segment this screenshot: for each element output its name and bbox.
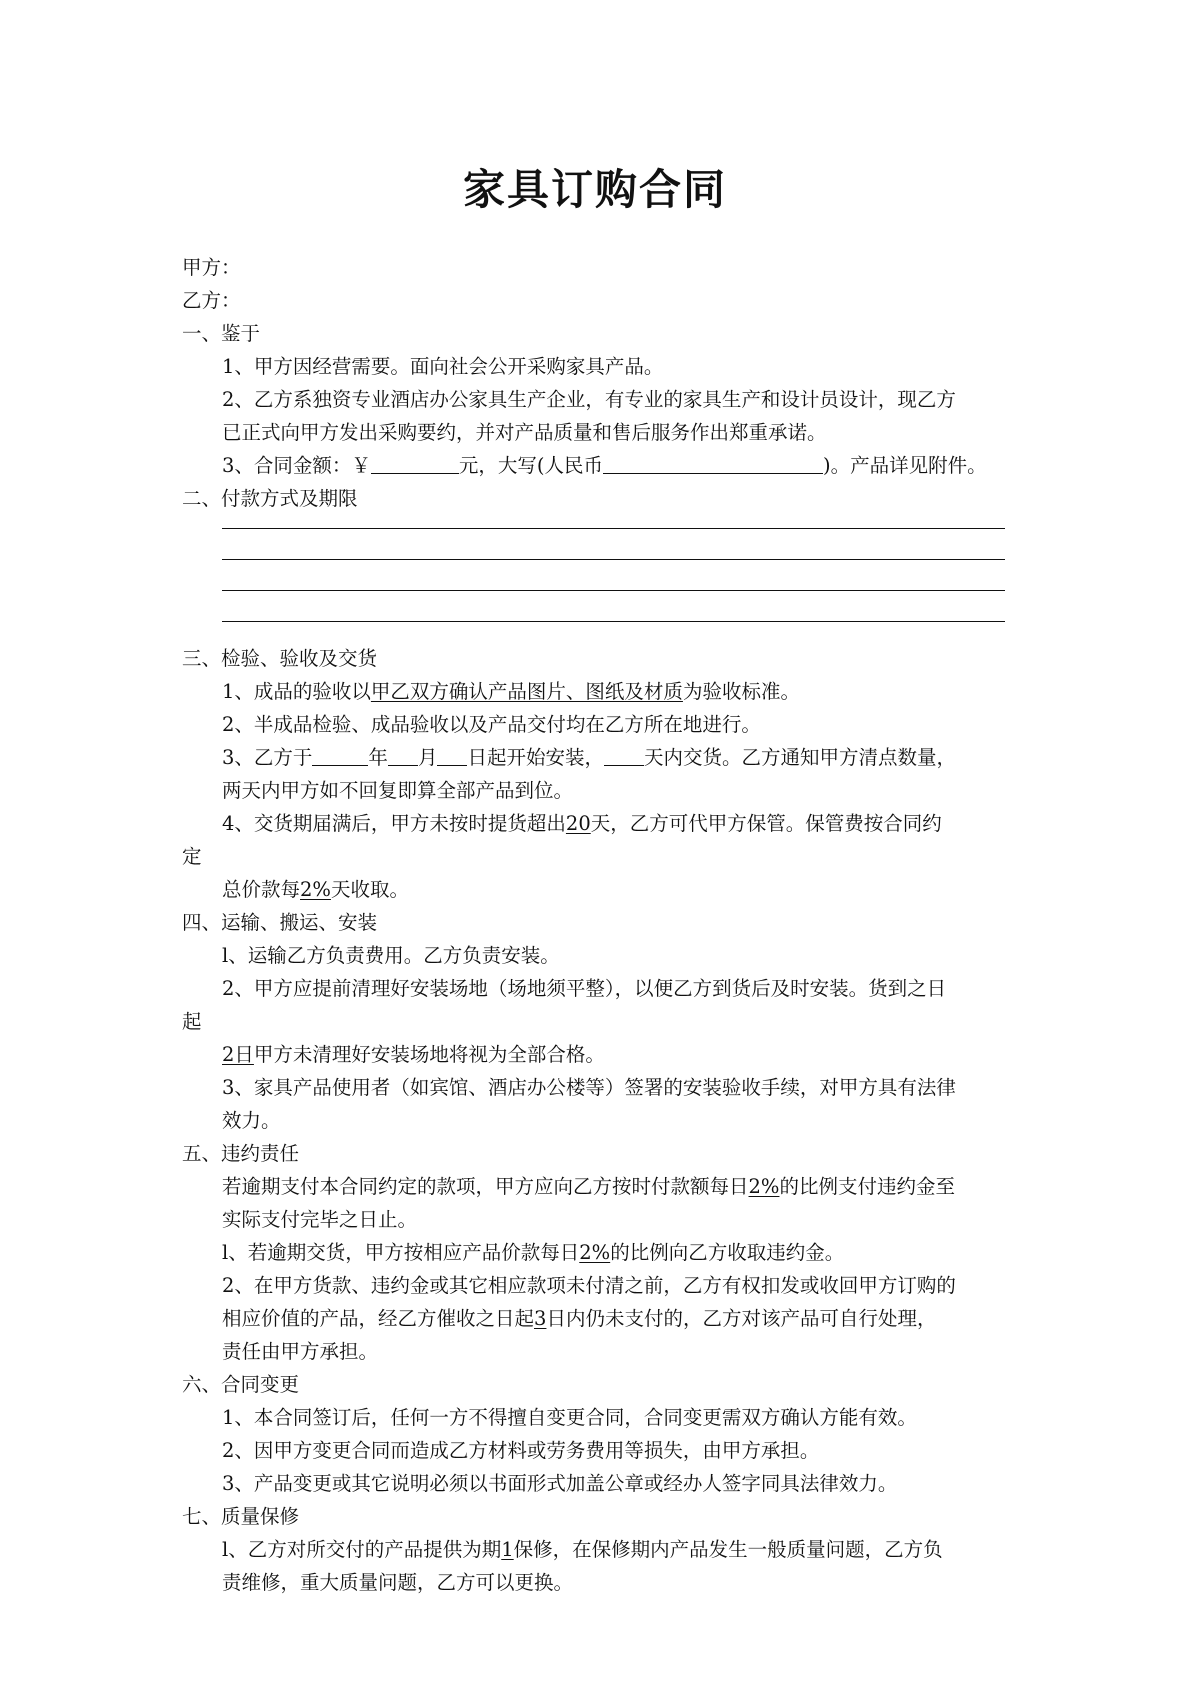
- day-label: 日起开始安装，: [467, 746, 604, 769]
- late-delivery-rate: 2%: [579, 1241, 611, 1264]
- storage-fee-rate: 2%: [300, 878, 331, 901]
- section-4-heading: 四、运输、搬运、安装: [182, 911, 378, 934]
- section-2-heading: 二、付款方式及期限: [182, 487, 358, 510]
- section-3-item-2: 2、半成品检验、成品验收以及产品交付均在乙方所在地进行。: [222, 713, 761, 736]
- inspection-text: 1、成品的验收以: [222, 680, 371, 703]
- section-5-intro-line-1: [222, 1171, 955, 1203]
- collection-text: 相应价值的产品，经乙方催收之日起: [222, 1307, 535, 1330]
- section-4-item-2-line-2: [222, 1039, 605, 1071]
- section-3-item-4-wrap: 定: [182, 845, 202, 868]
- section-5-item-2-line-1: 2、在甲方货款、违约金或其它相应款项未付清之前，乙方有权扣发或收回甲方订购的: [222, 1274, 956, 1297]
- section-3-item-3: [222, 742, 956, 774]
- month-blank[interactable]: [388, 745, 418, 766]
- storage-text: 4、交货期届满后，甲方未按时提货超出: [222, 812, 566, 835]
- section-6-item-3: 3、产品变更或其它说明必须以书面形式加盖公章或经办人签字同具法律效力。: [222, 1472, 898, 1495]
- penalty-rate: 2%: [748, 1175, 780, 1198]
- site-text: 甲方未清理好安装场地将视为全部合格。: [253, 1043, 605, 1066]
- amount-words-blank[interactable]: [603, 453, 823, 474]
- payment-terms-blank-line[interactable]: [222, 590, 1005, 591]
- inspection-standard: 甲乙双方确认产品图片、图纸及材质: [370, 680, 683, 703]
- section-1-item-1: 1、甲方因经营需要。面向社会公开采购家具产品。: [222, 355, 664, 378]
- section-5-item-1: [222, 1237, 844, 1269]
- section-3-heading: 三、检验、验收及交货: [182, 647, 378, 670]
- section-3-item-4: [222, 808, 942, 840]
- warranty-text-tail: 保修，在保修期内产品发生一般质量问题，乙方负: [513, 1538, 943, 1561]
- section-1-item-3: [222, 450, 987, 482]
- section-7-item-1-line-2: 责维修，重大质量问题，乙方可以更换。: [222, 1571, 574, 1594]
- section-4-item-2-wrap: 起: [182, 1010, 202, 1033]
- section-6-item-2: 2、因甲方变更合同而造成乙方材料或劳务费用等损失，由甲方承担。: [222, 1439, 820, 1462]
- inspection-text-tail: 为验收标准。: [682, 680, 800, 703]
- late-delivery-text: l、若逾期交货，甲方按相应产品价款每日: [222, 1241, 580, 1264]
- section-6-item-1: 1、本合同签订后，任何一方不得擅自变更合同，合同变更需双方确认方能有效。: [222, 1406, 917, 1429]
- section-4-item-2: 2、甲方应提前清理好安装场地（场地须平整），以便乙方到货后及时安装。货到之日: [222, 977, 947, 1000]
- contract-title: 家具订购合同: [462, 165, 727, 214]
- amount-words-label: 元，大写(人民币: [458, 454, 604, 477]
- section-1-item-2-line-2: 已正式向甲方发出采购要约，并对产品质量和售后服务作出郑重承诺。: [222, 421, 827, 444]
- amount-blank[interactable]: [371, 453, 459, 474]
- penalty-text-tail: 的比例支付违约金至: [779, 1175, 955, 1198]
- storage-days-value: 20: [565, 812, 591, 835]
- storage-fee-tail: 天收取。: [330, 878, 409, 901]
- section-5-item-2-line-3: 责任由甲方承担。: [222, 1340, 379, 1363]
- year-blank[interactable]: [312, 745, 368, 766]
- year-label: 年: [368, 746, 388, 769]
- section-1-heading: 一、鉴于: [182, 322, 261, 345]
- section-4-item-3-line-2: 效力。: [222, 1109, 281, 1132]
- section-7-heading: 七、质量保修: [182, 1505, 300, 1528]
- penalty-text: 若逾期支付本合同约定的款项，甲方应向乙方按时付款额每日: [222, 1175, 749, 1198]
- section-4-item-3-line-1: 3、家具产品使用者（如宾馆、酒店办公楼等）签署的安装验收手续，对甲方具有法律: [222, 1076, 956, 1099]
- payment-terms-blank-line[interactable]: [222, 621, 1005, 622]
- section-7-item-1-line-1: [222, 1534, 943, 1566]
- storage-text-tail: 天，乙方可代甲方保管。保管费按合同约: [590, 812, 942, 835]
- delivery-text: 天内交货。乙方通知甲方清点数量，: [643, 746, 956, 769]
- section-6-heading: 六、合同变更: [182, 1373, 300, 1396]
- party-a-label: 甲方：: [182, 256, 241, 279]
- section-3-item-1: [222, 676, 800, 708]
- amount-tail: )。产品详见附件。: [823, 454, 987, 477]
- late-delivery-tail: 的比例向乙方收取违约金。: [610, 1241, 845, 1264]
- install-date-label: 3、乙方于: [222, 746, 313, 769]
- party-b-label: 乙方：: [182, 289, 241, 312]
- section-5-intro-line-2: 实际支付完毕之日止。: [222, 1208, 418, 1231]
- warranty-text: l、乙方对所交付的产品提供为期: [222, 1538, 502, 1561]
- site-days-value: 2日: [222, 1043, 254, 1066]
- section-3-item-3-line-2: 两天内甲方如不回复即算全部产品到位。: [222, 779, 574, 802]
- payment-terms-blank-line[interactable]: [222, 528, 1005, 529]
- amount-label: 3、合同金额：￥: [222, 454, 371, 477]
- section-1-item-2-line-1: 2、乙方系独资专业酒店办公家具生产企业，有专业的家具生产和设计员设计，现乙方: [222, 388, 956, 411]
- collection-days: 3: [534, 1307, 547, 1330]
- warranty-period: 1: [501, 1538, 514, 1561]
- storage-fee-text: 总价款每: [222, 878, 301, 901]
- section-4-item-1: l、运输乙方负责费用。乙方负责安装。: [222, 944, 560, 967]
- collection-text-tail: 日内仍未支付的，乙方对该产品可自行处理，: [546, 1307, 937, 1330]
- day-blank[interactable]: [437, 745, 467, 766]
- month-label: 月: [417, 746, 438, 769]
- section-3-item-4-line-2: [222, 874, 409, 906]
- section-5-item-2-line-2: [222, 1303, 936, 1335]
- section-5-heading: 五、违约责任: [182, 1142, 300, 1165]
- payment-terms-blank-line[interactable]: [222, 559, 1005, 560]
- delivery-days-blank[interactable]: [604, 745, 644, 766]
